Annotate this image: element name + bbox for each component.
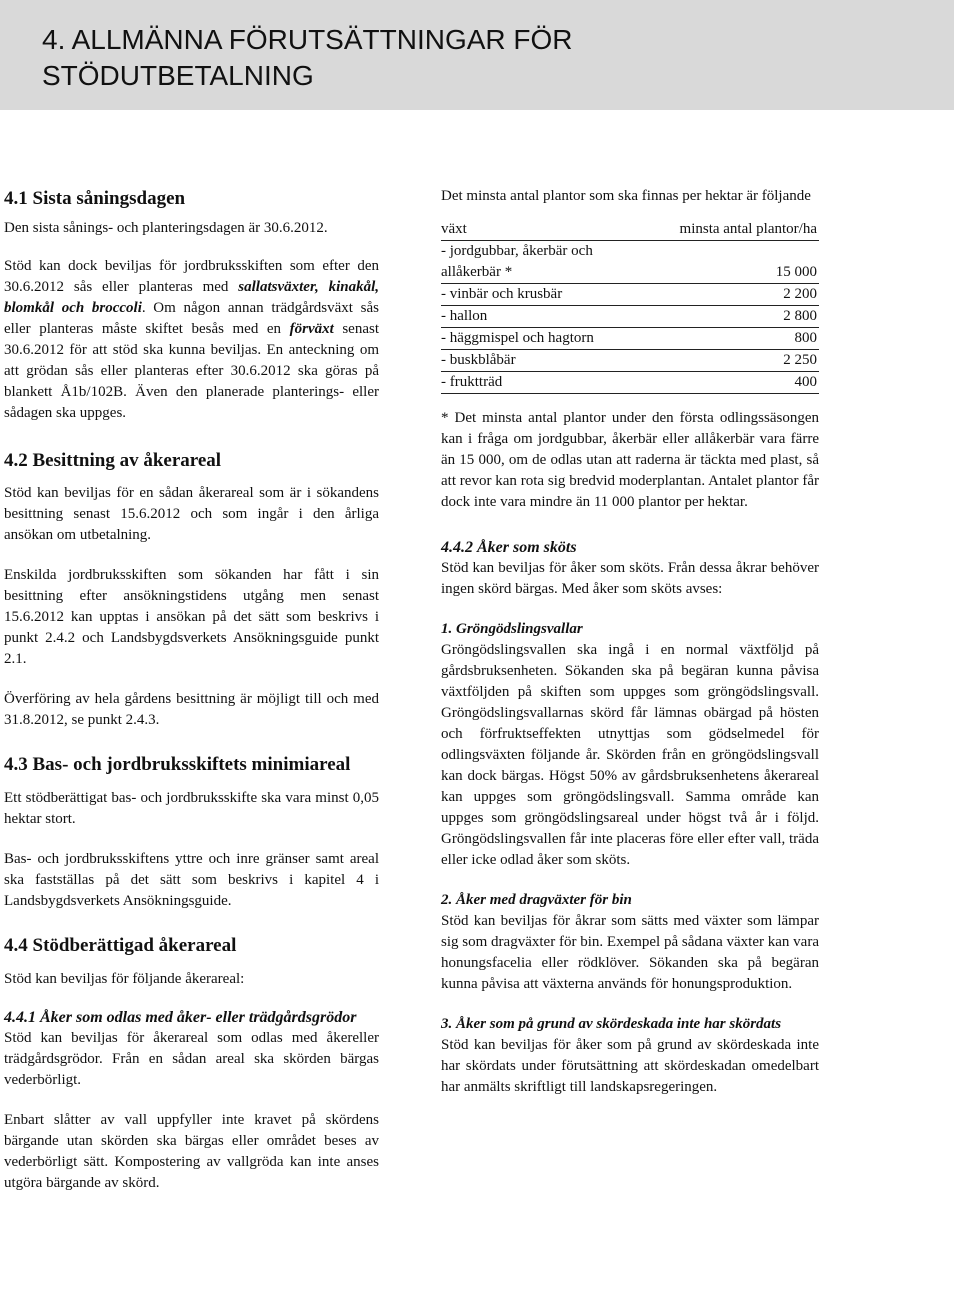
table-header-plant: växt <box>441 219 633 241</box>
chapter-title <box>42 22 573 94</box>
table-footnote: * Det minsta antal plantor under den första odlingssäsongen kan i fråga om jordgubbar, åkerbär eller allåkerbär vara färre än 15 000, om de odlas utan att raderna är täckta med plast, så att revor kan rota sig bredvid moderplantan. Antalet plantor får dock inte vara mindre än 11 000 plantor per hektar. <box>441 410 819 510</box>
table-row <box>441 284 819 306</box>
item-1-heading: 1. Gröngödslingsvallar <box>441 621 583 637</box>
table-header-row <box>441 219 819 241</box>
table-cell-value: 2 200 <box>783 286 817 302</box>
emphasis-crops: sallatsväxter, kinakål, blomkål och broccoli <box>4 279 379 316</box>
right-column <box>441 186 819 1098</box>
table-cell-plant: - fruktträd <box>441 374 503 390</box>
emphasis-forvaxt: förväxt <box>289 321 334 337</box>
table-row <box>441 306 819 328</box>
chapter-title-line-1: 4. ALLMÄNNA FÖRUTSÄTTNINGAR FÖR <box>42 24 573 55</box>
table-row <box>441 241 819 284</box>
table-row <box>441 350 819 372</box>
section-4-1-paragraph-1: Den sista sånings- och planteringsdagen är 30.6.2012. <box>4 220 328 236</box>
section-4-3-heading: 4.3 Bas- och jordbruksskiftets minimiareal <box>4 754 351 775</box>
section-4-4-2-paragraph-1: Stöd kan beviljas för åker som sköts. Från dessa åkrar behöver ingen skörd bärgas. Med åker som sköts avses: <box>441 560 819 597</box>
table-cell-value: 800 <box>794 330 817 346</box>
plant-density-table <box>441 219 819 394</box>
section-4-4-1-paragraph-2: Enbart slåtter av vall uppfyller inte kravet på skördens bärgande utan skörden ska bärgas eller området beses av vederbörligt sätt. Kompostering av vallgröda kan inte anses utgöra bärgande av skörd. <box>4 1112 379 1191</box>
chapter-title-line-2: STÖDUTBETALNING <box>42 60 314 91</box>
section-4-2-heading: 4.2 Besittning av åkerareal <box>4 450 222 471</box>
plant-density-intro: Det minsta antal plantor som ska finnas per hektar är följande <box>441 188 811 204</box>
chapter-header-band <box>0 0 954 110</box>
text-run: senast 30.6.2012 för att stöd ska kunna beviljas. En anteckning om att grödan sås eller planteras efter 30.6.2012 ska göras på blankett Å1b/102B. Även den planerade planterings- eller sådagen ska uppges. <box>4 321 379 421</box>
table-header-min-plants: minsta antal plantor/ha <box>633 219 819 241</box>
table-cell-value: 400 <box>794 374 817 390</box>
text-run: Stöd kan dock beviljas för jordbruksskiften som efter den 30.6.2012 sås eller planteras med <box>4 258 379 295</box>
section-4-1-paragraph-2 <box>4 256 379 424</box>
section-4-4-2-heading: 4.4.2 Åker som sköts <box>441 539 577 556</box>
section-4-4-1-paragraph-1: Stöd kan beviljas för åkerareal som odlas med åkereller trädgårdsgrödor. Från en sådan areal ska skörden bärgas vederbörligt. <box>4 1030 379 1088</box>
item-2-text: Stöd kan beviljas för åkrar som sätts med växter som lämpar sig som dragväxter för bin. Exempel på sådana växter kan vara honungsfacelia eller rödklöver. Sökanden ska på begäran kunna påvisa att växterna används för honungsproduktion. <box>441 913 819 992</box>
section-4-2-paragraph-1: Stöd kan beviljas för en sådan åkerareal som är i sökandens besittning senast 15.6.2012 och som ingår i den årliga ansökan om utbetalning. <box>4 485 379 543</box>
section-4-3-paragraph-1: Ett stödberättigat bas- och jordbruksskifte ska vara minst 0,05 hektar stort. <box>4 790 379 827</box>
table-row <box>441 372 819 394</box>
section-4-4-1-heading: 4.4.1 Åker som odlas med åker- eller trädgårdsgrödor <box>4 1009 357 1026</box>
table-cell-plant: - buskblåbär <box>441 352 516 368</box>
section-4-1-heading: 4.1 Sista såningsdagen <box>4 188 186 209</box>
table-cell-value: 2 250 <box>783 352 817 368</box>
section-4-4-paragraph-1: Stöd kan beviljas för följande åkerareal: <box>4 971 245 987</box>
table-cell-plant: - häggmispel och hagtorn <box>441 330 594 346</box>
section-4-2-paragraph-3: Överföring av hela gårdens besittning är möjligt till och med 31.8.2012, se punkt 2.4.3. <box>4 691 379 728</box>
table-cell-value: 2 800 <box>783 308 817 324</box>
table-row <box>441 328 819 350</box>
section-4-2-paragraph-2: Enskilda jordbruksskiften som sökanden har fått i sin besittning efter ansökningstidens utgång men senast 15.6.2012 kan upptas i ansökan på det sätt som beskrivs i punkt 2.4.2 och Landsbygdsverkets Ansökningsguide punkt 2.1. <box>4 567 379 667</box>
table-cell-value: 15 000 <box>775 264 817 280</box>
section-4-4-heading: 4.4 Stödberättigad åkerareal <box>4 935 237 956</box>
left-column <box>4 180 379 1194</box>
item-3-heading: 3. Åker som på grund av skördeskada inte har skördats <box>441 1016 782 1032</box>
section-4-3-paragraph-2: Bas- och jordbruksskiftens yttre och inre gränser samt areal ska fastställas på det sätt som beskrivs i kapitel 4 i Landsbygdsverkets Ansökningsguide. <box>4 851 379 909</box>
table-cell-plant: - jordgubbar, åkerbär och allåkerbär * <box>441 243 593 280</box>
table-cell-plant: - hallon <box>441 308 488 324</box>
text-run: . Om någon annan trädgårdsväxt sås eller planteras måste skiftet besås med en <box>4 300 379 337</box>
item-2-heading: 2. Åker med dragväxter för bin <box>441 892 632 908</box>
table-cell-plant: - vinbär och krusbär <box>441 286 563 302</box>
item-3-text: Stöd kan beviljas för åker som på grund av skördeskada inte har skördats under förutsättning att skördeskadan omedelbart har anmälts skriftligt till landskapsregeringen. <box>441 1037 819 1095</box>
item-1-text: Gröngödslingsvallen ska ingå i en normal växtföljd på gårdsbruksenheten. Sökanden ska på begäran kunna påvisa växtföljden på skiften som uppges som gröngödslingsvall. Gröngödslingsvallarnas skörd får lämnas obärgad på hösten och förfruktseffekten utnyttjas som gödselmedel för odlingsväxten följande år. Skörden från en gröngödslingsvall kan dock bärgas. Högst 50% av gårdsbruksenhetens åkerareal kan uppges som gröngödslingsvall. Samma område kan uppges som gröngödslingsareal under högst två år i följd. Gröngödslingsvallen får inte placeras före eller efter vall, träda eller icke odlad åker som sköts. <box>441 642 819 868</box>
